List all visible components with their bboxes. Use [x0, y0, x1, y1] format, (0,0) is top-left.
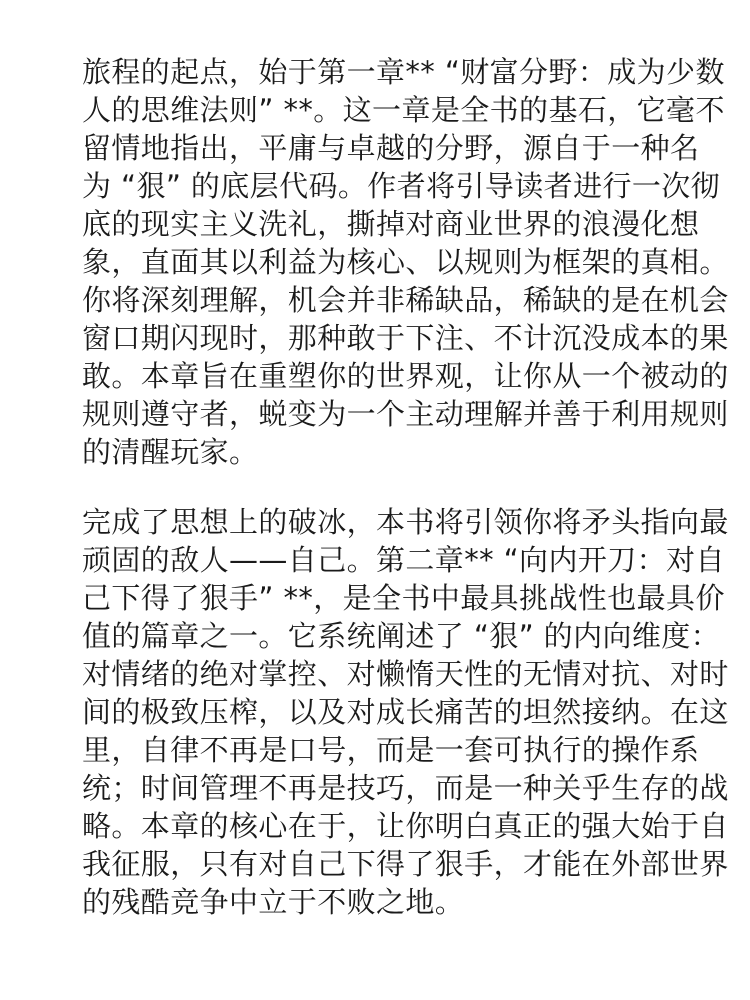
text-line: 里，自律不再是口号，而是一套可执行的操作系 [82, 733, 700, 767]
text-line: 底的现实主义洗礼，撕掉对商业世界的浪漫化想 [82, 207, 700, 241]
text-line: 象，直面其以利益为核心、以规则为框架的真相。 [82, 245, 729, 279]
text-line: 为 “狠” 的底层代码。作者将引导读者进行一次彻 [82, 169, 721, 203]
text-line: 规则遵守者，蜕变为一个主动理解并善于利用规则 [82, 397, 729, 431]
text-line: 留情地指出，平庸与卓越的分野，源自于一种名 [82, 131, 700, 165]
text-line: 略。本章的核心在于，让你明白真正的强大始于自 [82, 809, 729, 843]
text-line: 窗口期闪现时，那种敢于下注、不计沉没成本的果 [82, 321, 729, 355]
text-line: 旅程的起点，始于第一章** “财富分野：成为少数 [82, 55, 725, 89]
text-line: 敢。本章旨在重塑你的世界观，让你从一个被动的 [82, 359, 729, 393]
text-line: 值的篇章之一。它系统阐述了 “狠” 的内向维度： [82, 619, 721, 653]
text-line: 统；时间管理不再是技巧，而是一种关乎生存的战 [82, 771, 729, 805]
text-line: 人的思维法则” **。这一章是全书的基石，它毫不 [82, 93, 725, 127]
text-line: 顽固的敌人——自己。第二章** “向内开刀：对自 [82, 543, 725, 577]
text-line: 的清醒玩家。 [82, 435, 259, 469]
text-line: 间的极致压榨，以及对成长痛苦的坦然接纳。在这 [82, 695, 729, 729]
text-line: 的残酷竞争中立于不败之地。 [82, 885, 465, 919]
text-line: 对情绪的绝对掌控、对懒惰天性的无情对抗、对时 [82, 657, 729, 691]
text-line: 己下得了狠手” **，是全书中最具挑战性也最具价 [82, 581, 725, 615]
text-line: 我征服，只有对自己下得了狠手，才能在外部世界 [82, 847, 729, 881]
text-line: 你将深刻理解，机会并非稀缺品，稀缺的是在机会 [82, 283, 729, 317]
text-line: 完成了思想上的破冰，本书将引领你将矛头指向最 [82, 505, 729, 539]
